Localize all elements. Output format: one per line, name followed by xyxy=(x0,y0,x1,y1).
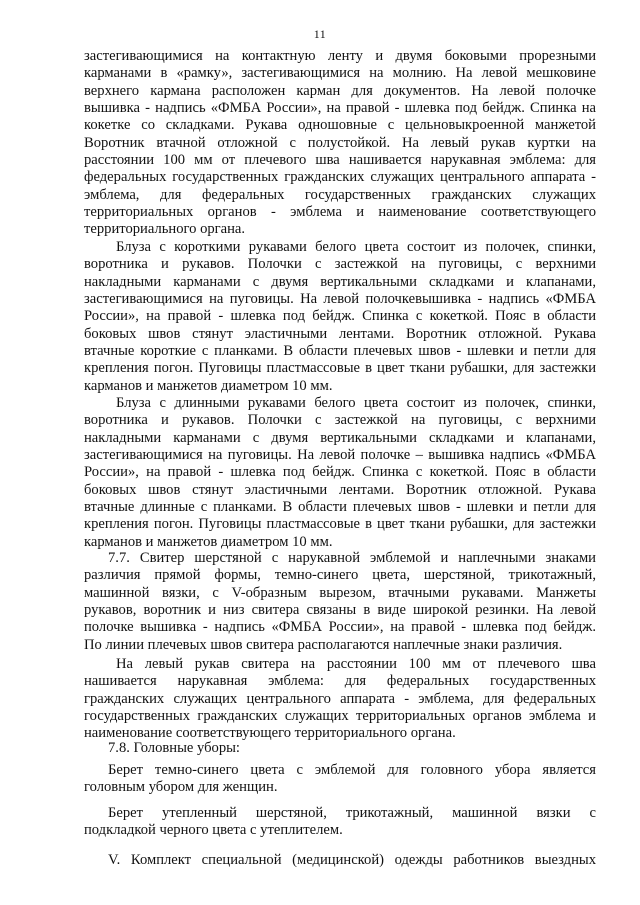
text-line: России», на правой - шлевка под бейдж. Спинка с кокеткой. Пояс в области xyxy=(84,464,596,481)
text-line: расстоянии 100 мм от плечевого шва нашивается нарукавная эмблема: для xyxy=(84,152,596,169)
paragraph-jacket-description xyxy=(84,48,596,239)
text-line: наименование соответствующего территориального органа. xyxy=(84,725,456,742)
paragraph-short-sleeve-blouse xyxy=(84,239,596,395)
text-line: крепления погон. Пуговицы пластмассовые в цвет ткани рубашки, для застежки xyxy=(84,516,596,533)
text-line: нашивается нарукавная эмблема: для федеральных государственных xyxy=(84,673,596,690)
text-line: кокетке со складками. Рукава одношовные с цельновыкроенной манжетой xyxy=(84,117,596,134)
text-line: различия прямой формы, темно-синего цвета, шерстяной, трикотажный, xyxy=(84,567,596,584)
paragraph-beret xyxy=(84,762,596,797)
text-line: застегивающимися на пуговицы. На левой полочкевышивка - надпись «ФМБА xyxy=(84,291,596,308)
text-line: застегивающимися на пуговицы. На левой полочке – вышивка надпись «ФМБА xyxy=(84,447,596,464)
text-line: V. Комплект специальной (медицинской) одежды работников выездных xyxy=(108,852,596,868)
text-line: Воротник втачной отложной с полустойкой. На левый рукав куртки на xyxy=(84,134,596,151)
text-line: карманов и манжетов диаметром 10 мм. xyxy=(84,377,333,394)
page-number: 11 xyxy=(313,27,327,41)
text-line: вышивка - надпись «ФМБА России», на правой - шлевка под бейдж. Спинка на xyxy=(84,100,596,117)
text-line: Берет темно-синего цвета с эмблемой для головного убора является xyxy=(108,762,596,778)
paragraph-sweater xyxy=(84,550,596,654)
text-line: гражданских служащих центрального аппарата - эмблема, для федеральных xyxy=(84,690,596,707)
text-line: крепления погон. Пуговицы пластмассовые в цвет ткани рубашки, для застежки xyxy=(84,360,596,377)
text-line: верхнего кармана расположен карман для документов. На левой полочке xyxy=(84,82,596,99)
text-line: Блуза с короткими рукавами белого цвета состоит из полочек, спинки, xyxy=(116,239,596,255)
text-line: полочке вышивка - надпись «ФМБА России», на правой - шлевка под бейдж. xyxy=(84,619,596,636)
text-line: эмблема, для федеральных государственных гражданских служащих xyxy=(84,186,596,203)
text-line: подкладкой черного цвета с утеплителем. xyxy=(84,822,343,839)
text-line: втачные длинные с планками. В области плечевых швов - шлевки и петли для xyxy=(84,499,596,516)
text-line: воротника и рукавов. Полочки с застежкой на пуговицы, с верхними xyxy=(84,256,596,273)
paragraph-long-sleeve-blouse xyxy=(84,395,596,551)
text-line: На левый рукав свитера на расстоянии 100 мм от плечевого шва xyxy=(116,656,596,672)
text-line: карманами в «рамку», застегивающимися на молнию. На левой мешковине xyxy=(84,65,596,82)
text-line: головным убором для женщин. xyxy=(84,779,278,796)
text-line: машинной вязки, с V-образным вырезом, втачными рукавами. Манжеты xyxy=(84,584,596,601)
text-line: Берет утепленный шерстяной, трикотажный, машинной вязки с xyxy=(108,805,596,821)
text-line: карманов и манжетов диаметром 10 мм. xyxy=(84,533,333,550)
text-line: воротника и рукавов. Полочки с застежкой на пуговицы, с верхними xyxy=(84,412,596,429)
paragraph-insulated-beret xyxy=(84,805,596,840)
text-line: 7.8. Головные уборы: xyxy=(108,740,240,756)
text-line: федеральных государственных гражданских служащих центрального аппарата - xyxy=(84,169,596,186)
text-line: территориального органа. xyxy=(84,221,246,238)
text-line: территориальных органов - эмблема и наименование соответствующего xyxy=(84,204,596,221)
text-line: боковых швов стянут эластичными лентами. Воротник отложной. Рукава xyxy=(84,481,596,498)
text-line: Блуза с длинными рукавами белого цвета состоит из полочек, спинки, xyxy=(116,395,596,411)
text-line: России», на правой - шлевка под бейдж. Спинка с кокеткой. Пояс в области xyxy=(84,308,596,325)
text-line: По линии плечевых швов свитера располагаются наплечные знаки различия. xyxy=(84,636,563,653)
text-line: застегивающимися на контактную ленту и двумя боковыми прорезными xyxy=(84,48,596,64)
text-line: втачные короткие с планками. В области плечевых швов - шлевки и петли для xyxy=(84,343,596,360)
text-line: государственных гражданских служащих территориальных органов эмблема и xyxy=(84,708,596,725)
section-heading-medical-clothing xyxy=(84,852,596,869)
section-heading-headwear xyxy=(84,740,596,757)
text-line: накладными карманами с двумя вертикальными складками и клапанами, xyxy=(84,273,596,290)
text-line: рукавов, воротник и низ свитера связаны в виде широкой резинки. На левой xyxy=(84,602,596,619)
paragraph-sweater-emblem xyxy=(84,656,596,743)
text-line: боковых швов стянут эластичными лентами. Воротник отложной. Рукава xyxy=(84,325,596,342)
text-line: 7.7. Свитер шерстяной с нарукавной эмблемой и наплечными знаками xyxy=(108,550,596,566)
text-line: накладными карманами с двумя вертикальными складками и клапанами, xyxy=(84,429,596,446)
